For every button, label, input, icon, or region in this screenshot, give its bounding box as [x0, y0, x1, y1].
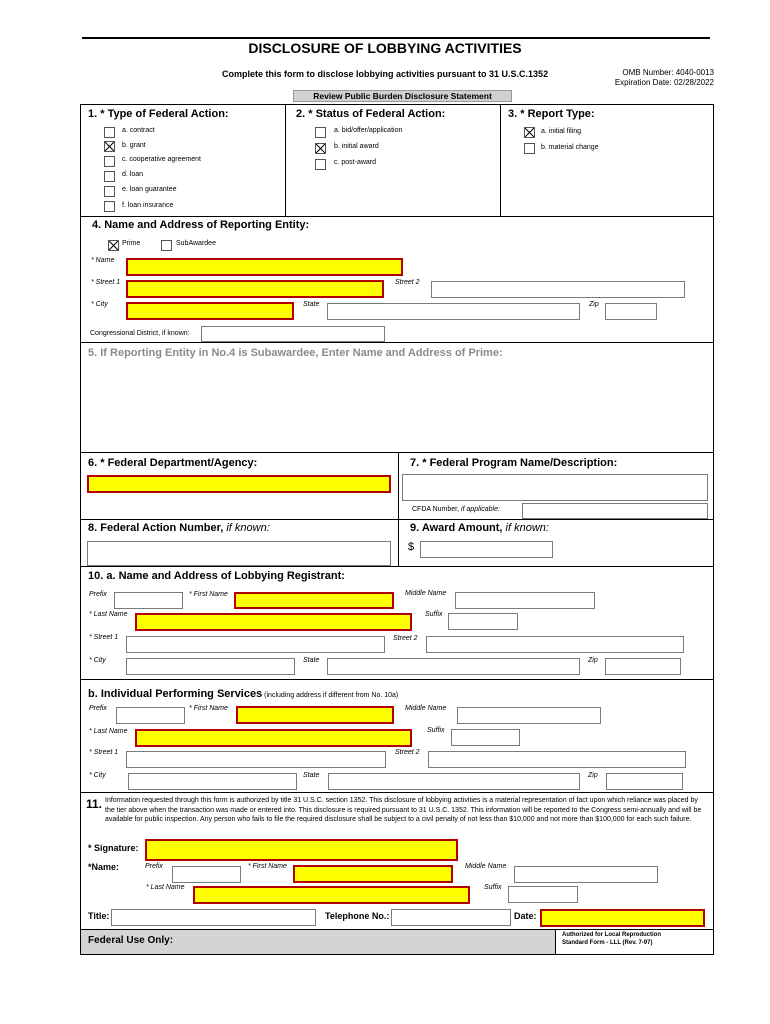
sec1-option-0-label: a. contract: [122, 127, 155, 134]
signature-label: * Signature:: [88, 843, 139, 853]
reporting-state-select[interactable]: [327, 303, 580, 320]
divider: [398, 452, 399, 566]
sec1-option-2-checkbox[interactable]: [104, 156, 115, 167]
sec5-title: 5. If Reporting Entity in No.4 is Subawardee, Enter Name and Address of Prime:: [88, 347, 503, 359]
ind-suffix-label: Suffix: [427, 727, 445, 734]
omb-number: OMB Number: 4040-0013: [622, 68, 714, 77]
reporting-street1-input[interactable]: [126, 280, 384, 298]
ind-suffix-input[interactable]: [451, 729, 520, 746]
review-burden-button[interactable]: Review Public Burden Disclosure Statement: [293, 90, 512, 102]
sec1-option-5-checkbox[interactable]: [104, 201, 115, 212]
sig-middle-label: Middle Name: [465, 863, 507, 870]
divider: [80, 566, 714, 567]
ind-street2-input[interactable]: [428, 751, 686, 768]
sec2-option-1-checkbox[interactable]: [315, 143, 326, 154]
reg-prefix-label: Prefix: [89, 591, 107, 598]
sig-suffix-input[interactable]: [508, 886, 578, 903]
reg-city-input[interactable]: [126, 658, 295, 675]
reg-first-input[interactable]: [234, 592, 394, 609]
district-input[interactable]: [201, 326, 385, 342]
divider: [80, 519, 714, 520]
sec2-option-0-checkbox[interactable]: [315, 127, 326, 138]
reporting-city-label: * City: [91, 301, 108, 308]
divider: [80, 452, 714, 453]
divider: [555, 929, 556, 955]
sec10a-title: 10. a. Name and Address of Lobbying Registrant:: [88, 570, 345, 582]
sec11-statement: Information requested through this form is authorized by title 31 U.S.C. section 1352. This disclosure of lobbying activities is a material representation of fact upon which reliance was placed by the tier above when the transaction was made or entered into. This disclosure is required pursuant to 31 U.S.C. 1352. This information will be reported to the Congress semi-annually and will be available for public inspection. Any person who fails to file the required disclosure shall be subject to a civil penalty of not less than $10,000 and not more than $100,000 for each such failure.: [105, 797, 702, 823]
ind-first-input[interactable]: [236, 706, 394, 724]
expiration-date: Expiration Date: 02/28/2022: [614, 78, 714, 87]
date-label: Date:: [514, 911, 537, 921]
reg-prefix-input[interactable]: [114, 592, 183, 609]
telephone-label: Telephone No.:: [325, 911, 390, 921]
sig-first-label: * First Name: [248, 863, 287, 870]
cfda-label: CFDA Number, if applicable:: [412, 506, 500, 513]
sec3-option-0-label: a. initial filing: [541, 128, 582, 135]
top-rule: [82, 37, 710, 39]
title-label: Title:: [88, 911, 110, 921]
ind-state-label: State: [303, 772, 320, 779]
sec6-title: 6. * Federal Department/Agency:: [88, 457, 258, 469]
ind-state-select[interactable]: [328, 773, 580, 790]
subawardee-label: SubAwardee: [176, 240, 216, 247]
ind-prefix-input[interactable]: [116, 707, 185, 724]
ind-street2-label: Street 2: [395, 749, 420, 756]
sig-prefix-input[interactable]: [172, 866, 241, 883]
sec3-option-0-checkbox[interactable]: [524, 127, 535, 138]
sig-first-input[interactable]: [293, 865, 453, 883]
federal-use-label: Federal Use Only:: [88, 935, 174, 946]
divider: [80, 216, 714, 217]
prime-checkbox[interactable]: [108, 240, 119, 251]
ind-middle-label: Middle Name: [405, 705, 447, 712]
sec2-option-2-checkbox[interactable]: [315, 159, 326, 170]
program-name-input[interactable]: [402, 474, 708, 501]
federal-agency-input[interactable]: [87, 475, 391, 493]
sec3-option-1-label: b. material change: [541, 144, 599, 151]
sec2-option-0-label: a. bid/offer/application: [334, 127, 403, 134]
sec2-option-2-label: c. post-award: [334, 159, 377, 166]
reporting-state-label: State: [303, 301, 320, 308]
district-label: Congressional District, if known:: [90, 330, 190, 337]
reg-street2-label: Street 2: [393, 635, 418, 642]
signature-input[interactable]: [145, 839, 458, 861]
ind-city-label: * City: [89, 772, 106, 779]
sec4-title: 4. Name and Address of Reporting Entity:: [92, 219, 310, 231]
divider: [285, 104, 286, 216]
sec1-option-2-label: c. cooperative agreement: [122, 156, 201, 163]
ind-last-input[interactable]: [135, 729, 412, 747]
auth-reproduction: Authorized for Local Reproduction: [562, 932, 661, 938]
reg-street1-input[interactable]: [126, 636, 385, 653]
subawardee-checkbox[interactable]: [161, 240, 172, 251]
sec9-title: 9. Award Amount, if known:: [410, 522, 549, 534]
sec8-title: 8. Federal Action Number, if known:: [88, 522, 270, 534]
sec1-option-1-label: b. grant: [122, 142, 146, 149]
reg-state-select[interactable]: [327, 658, 580, 675]
telephone-input[interactable]: [391, 909, 511, 926]
reporting-street2-input[interactable]: [431, 281, 685, 298]
divider: [80, 679, 714, 680]
ind-last-label: * Last Name: [89, 728, 128, 735]
cfda-input[interactable]: [522, 503, 708, 519]
sig-suffix-label: Suffix: [484, 884, 502, 891]
name-label: *Name:: [88, 862, 120, 872]
divider: [500, 104, 501, 216]
sig-last-input[interactable]: [193, 886, 470, 904]
sec1-option-4-checkbox[interactable]: [104, 186, 115, 197]
date-input[interactable]: [540, 909, 705, 927]
reporting-zip-input[interactable]: [605, 303, 657, 320]
sig-prefix-label: Prefix: [145, 863, 163, 870]
reg-zip-label: Zip: [588, 657, 598, 664]
ind-prefix-label: Prefix: [89, 705, 107, 712]
sec3-title: 3. * Report Type:: [508, 108, 595, 120]
sec10b-title: b. Individual Performing Services (including address if different from No. 10a): [88, 688, 399, 700]
reporting-name-input[interactable]: [126, 258, 403, 276]
dollar-sign: $: [408, 541, 415, 553]
title-input[interactable]: [111, 909, 316, 926]
reporting-street2-label: Street 2: [395, 279, 420, 286]
sec1-option-0-checkbox[interactable]: [104, 127, 115, 138]
prime-label: Prime: [122, 240, 141, 247]
reporting-name-label: * Name: [91, 257, 115, 264]
form-subtitle: Complete this form to disclose lobbying activities pursuant to 31 U.S.C.1352: [222, 69, 549, 79]
reg-suffix-label: Suffix: [425, 611, 443, 618]
sec11-number: 11.: [86, 797, 103, 811]
divider: [80, 342, 714, 343]
divider: [80, 792, 714, 793]
form-title: DISCLOSURE OF LOBBYING ACTIVITIES: [248, 40, 522, 56]
sec1-title: 1. * Type of Federal Action:: [88, 108, 229, 120]
reporting-city-input[interactable]: [126, 302, 294, 320]
reg-last-input[interactable]: [135, 613, 412, 631]
reg-first-label: * First Name: [189, 591, 228, 598]
ind-first-label: * First Name: [189, 705, 228, 712]
reg-street2-input[interactable]: [426, 636, 684, 653]
sec1-option-1-checkbox[interactable]: [104, 141, 115, 152]
action-number-input[interactable]: [87, 541, 391, 566]
reporting-street1-label: * Street 1: [91, 279, 121, 286]
reg-last-label: * Last Name: [89, 611, 128, 618]
ind-street1-label: * Street 1: [89, 749, 119, 756]
reg-zip-input[interactable]: [605, 658, 681, 675]
reg-street1-label: * Street 1: [89, 634, 119, 641]
sig-last-label: * Last Name: [146, 884, 185, 891]
sec3-option-1-checkbox[interactable]: [524, 143, 535, 154]
reg-suffix-input[interactable]: [448, 613, 518, 630]
reg-state-label: State: [303, 657, 320, 664]
ind-zip-label: Zip: [588, 772, 598, 779]
sec1-option-3-label: d. loan: [122, 171, 144, 178]
sec2-option-1-label: b. initial award: [334, 143, 379, 150]
sec1-option-3-checkbox[interactable]: [104, 171, 115, 182]
form-number: Standard Form - LLL (Rev. 7-97): [562, 940, 653, 946]
ind-middle-input[interactable]: [457, 707, 601, 724]
reporting-zip-label: Zip: [589, 301, 599, 308]
ind-street1-input[interactable]: [126, 751, 386, 768]
reg-city-label: * City: [89, 657, 106, 664]
sec1-option-4-label: e. loan guarantee: [122, 186, 177, 193]
sec2-title: 2. * Status of Federal Action:: [296, 108, 446, 120]
ind-city-input[interactable]: [128, 773, 297, 790]
sec1-option-5-label: f. loan insurance: [122, 202, 174, 209]
sig-middle-input[interactable]: [514, 866, 658, 883]
ind-zip-input[interactable]: [606, 773, 683, 790]
reg-middle-label: Middle Name: [405, 590, 447, 597]
reg-middle-input[interactable]: [455, 592, 595, 609]
sec7-title: 7. * Federal Program Name/Description:: [410, 457, 618, 469]
award-amount-input[interactable]: [420, 541, 553, 558]
